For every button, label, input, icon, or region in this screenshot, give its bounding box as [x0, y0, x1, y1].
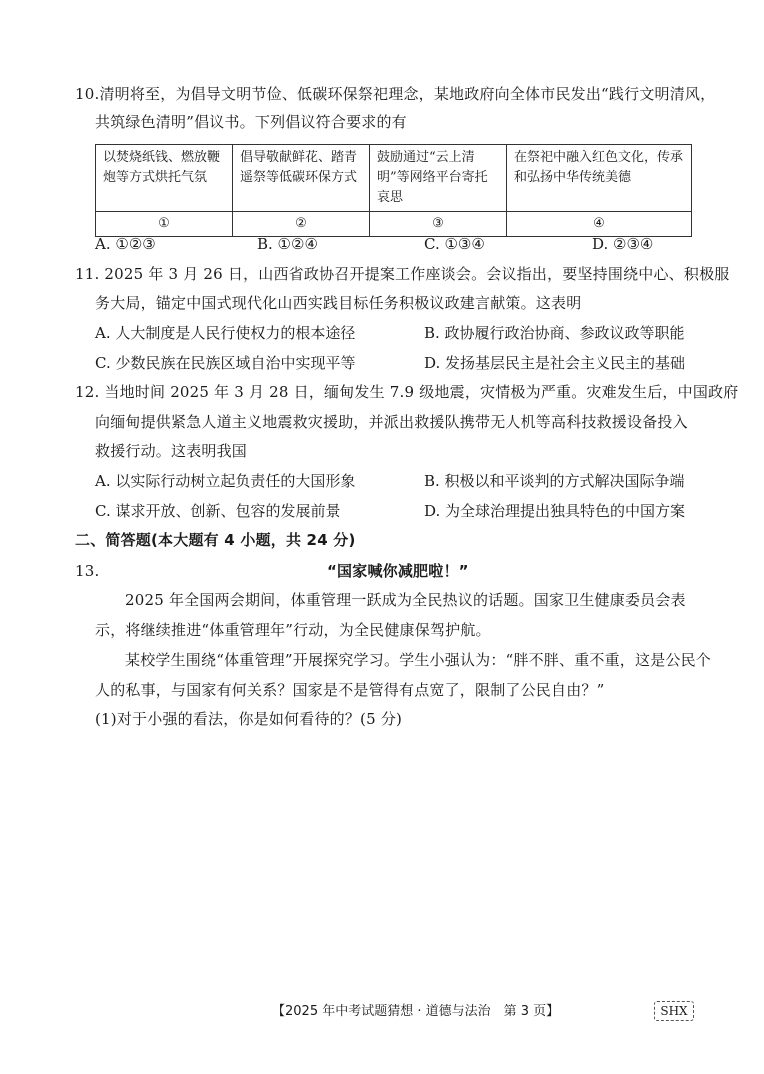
- q10-stem-line1: 10.清明将至，为倡导文明节俭、低碳环保祭祀理念，某地政府向全体市民发出“践行文明清风，: [75, 85, 716, 103]
- q10-table-num: ②: [233, 212, 370, 237]
- q13-title: “国家喊你减肥啦！”: [327, 562, 469, 580]
- q10-option-a[interactable]: A. ①②③: [95, 235, 156, 253]
- q10-table-text-row: [96, 145, 692, 212]
- q10-table-num: ①: [96, 212, 233, 237]
- q10-table-num: ③: [370, 212, 507, 237]
- q10-stem-line2: 共筑绿色清明”倡议书。下列倡议符合要求的有: [95, 113, 407, 131]
- q10-table-cell: 倡导敬献鲜花、踏青遥祭等低碳环保方式: [233, 145, 370, 212]
- q13-para1-line1: 2025 年全国两会期间，体重管理一跃成为全民热议的话题。国家卫生健康委员会表: [125, 591, 686, 609]
- region-badge: SHX: [654, 1001, 694, 1021]
- answer-area[interactable]: [95, 740, 692, 990]
- q11-option-d[interactable]: D. 发扬基层民主是社会主义民主的基础: [424, 354, 686, 372]
- q13-para2-line2: 人的私事，与国家有何关系？国家是不是管得有点宽了，限制了公民自由？”: [95, 681, 605, 699]
- q12-option-c[interactable]: C. 谋求开放、创新、包容的发展前景: [95, 502, 341, 520]
- q13-subquestion-1: (1)对于小强的看法，你是如何看待的？(5 分): [95, 710, 403, 728]
- q10-option-b[interactable]: B. ①②④: [257, 235, 318, 253]
- q12-stem-line1: 12. 当地时间 2025 年 3 月 28 日，缅甸发生 7.9 级地震，灾情极为严重。灾难发生后，中国政府: [75, 383, 739, 401]
- q13-para1-line2: 示，将继续推进“体重管理年”行动，为全民健康保驾护航。: [95, 621, 491, 639]
- q10-table-num: ④: [507, 212, 692, 237]
- q10-table-cell: 鼓励通过“云上清明”等网络平台寄托哀思: [370, 145, 507, 212]
- q10-proposal-table: [95, 144, 692, 237]
- q10-option-c[interactable]: C. ①③④: [424, 235, 485, 253]
- q10-table-cell: 以焚烧纸钱、燃放鞭炮等方式烘托气氛: [96, 145, 233, 212]
- q10-table-cell: 在祭祀中融入红色文化，传承和弘扬中华传统美德: [507, 145, 692, 212]
- q11-stem-line2: 务大局，锚定中国式现代化山西实践目标任务积极议政建言献策。这表明: [95, 294, 582, 312]
- q10-option-d[interactable]: D. ②③④: [592, 235, 654, 253]
- q11-stem-line1: 11. 2025 年 3 月 26 日，山西省政协召开提案工作座谈会。会议指出，要坚持围绕中心、积极服: [75, 265, 730, 283]
- q12-stem-line3: 救援行动。这表明我国: [95, 442, 248, 460]
- q12-option-b[interactable]: B. 积极以和平谈判的方式解决国际争端: [424, 472, 685, 490]
- q12-option-a[interactable]: A. 以实际行动树立起负责任的大国形象: [95, 472, 356, 490]
- q13-para2-line1: 某校学生围绕“体重管理”开展探究学习。学生小强认为：“胖不胖、重不重，这是公民个: [125, 651, 712, 669]
- q11-option-a[interactable]: A. 人大制度是人民行使权力的根本途径: [95, 324, 356, 342]
- q13-number: 13.: [75, 562, 100, 580]
- page-footer: 【2025 年中考试题猜想 · 道德与法治 第 3 页】: [272, 1004, 560, 1019]
- q12-stem-line2: 向缅甸提供紧急人道主义地震救灾援助，并派出救援队携带无人机等高科技救援设备投入: [95, 413, 688, 431]
- q11-option-b[interactable]: B. 政协履行政治协商、参政议政等职能: [424, 324, 685, 342]
- q11-option-c[interactable]: C. 少数民族在民族区域自治中实现平等: [95, 354, 356, 372]
- section-heading: 二、简答题(本大题有 4 小题，共 24 分): [75, 531, 356, 549]
- q12-option-d[interactable]: D. 为全球治理提出独具特色的中国方案: [424, 502, 686, 520]
- q10-table-number-row: [96, 212, 692, 237]
